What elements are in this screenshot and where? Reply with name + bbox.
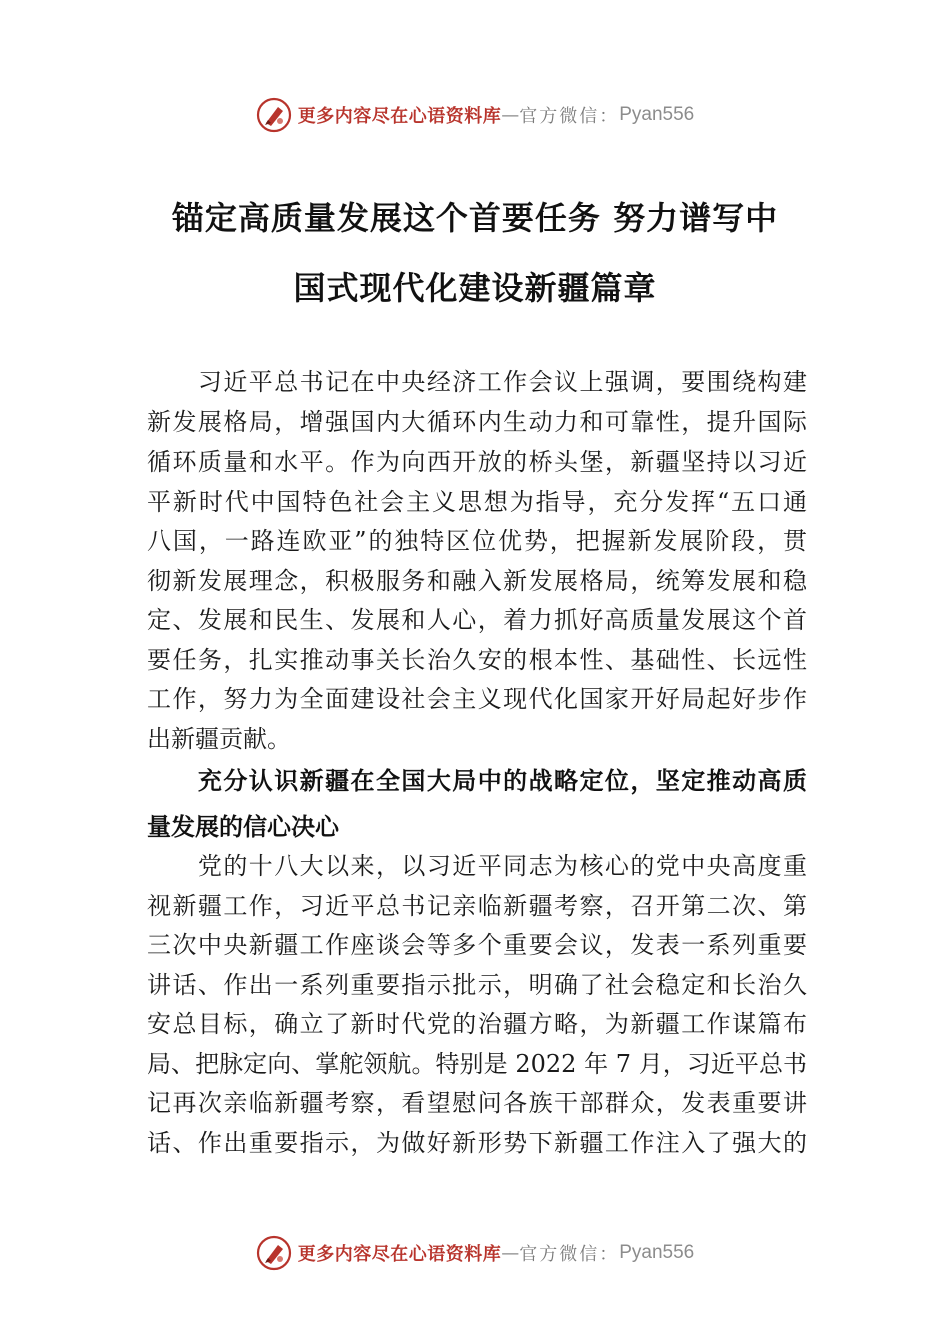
text-line: 记再次亲临新疆考察，看望慰问各族干部群众，发表重要讲 (147, 1089, 807, 1117)
text-line: 新发展格局，增强国内大循环内生动力和可靠性，提升国际 (147, 408, 807, 436)
watermark-label: 官方微信： (519, 1244, 620, 1265)
text-line: 安总目标，确立了新时代党的治疆方略，为新疆工作谋篇布 (147, 1010, 807, 1038)
watermark-main-text: 更多内容尽在心语资料库 (297, 106, 502, 127)
pen-logo-icon (256, 1235, 292, 1271)
text-line: 局、把脉定向、掌舵领航。特别是 2022 年 7 月，习近平总书 (147, 1050, 807, 1078)
text-line: 三次中央新疆工作座谈会等多个重要会议，发表一系列重要 (147, 931, 807, 959)
text-line: 习近平总书记在中央经济工作会议上强调，要围绕构建 (147, 368, 807, 396)
text-line: 讲话、作出一系列重要指示批示，明确了社会稳定和长治久 (147, 971, 807, 999)
heading-line: 量发展的信心决心 (147, 813, 339, 841)
text-line: 循环质量和水平。作为向西开放的桥头堡，新疆坚持以习近 (147, 448, 807, 476)
watermark-label: 官方微信： (519, 106, 620, 127)
watermark-wechat-id: Pyan556 (619, 104, 695, 125)
text-line: 党的十八大以来，以习近平同志为核心的党中央高度重 (147, 852, 807, 880)
text-line: 话、作出重要指示，为做好新形势下新疆工作注入了强大的 (147, 1129, 807, 1157)
watermark-wechat-id: Pyan556 (619, 1242, 695, 1263)
text-line: 平新时代中国特色社会主义思想为指导，充分发挥“五口通 (147, 488, 807, 516)
text-line: 要任务，扎实推动事关长治久安的根本性、基础性、长远性 (147, 646, 807, 674)
text-line: 彻新发展理念，积极服务和融入新发展格局，统筹发展和稳 (147, 567, 807, 595)
pen-logo-icon (256, 97, 292, 133)
watermark-separator: — (501, 1242, 520, 1264)
text-line: 定、发展和民生、发展和人心，着力抓好高质量发展这个首 (147, 606, 807, 634)
text-line: 出新疆贡献。 (147, 725, 291, 753)
heading-line: 充分认识新疆在全国大局中的战略定位，坚定推动高质 (147, 767, 807, 795)
text-line: 视新疆工作，习近平总书记亲临新疆考察，召开第二次、第 (147, 892, 807, 920)
document-title-line-2: 国式现代化建设新疆篇章 (293, 269, 657, 307)
document-title-line-1: 锚定高质量发展这个首要任务 努力谱写中 (171, 199, 779, 237)
watermark-separator: — (501, 104, 520, 126)
text-line: 工作，努力为全面建设社会主义现代化国家开好局起好步作 (147, 685, 807, 713)
watermark-banner-top (0, 95, 950, 135)
watermark-main-text: 更多内容尽在心语资料库 (297, 1244, 502, 1265)
watermark-banner-bottom (0, 1233, 950, 1273)
text-line: 八国，一路连欧亚”的独特区位优势，把握新发展阶段，贯 (147, 527, 807, 555)
